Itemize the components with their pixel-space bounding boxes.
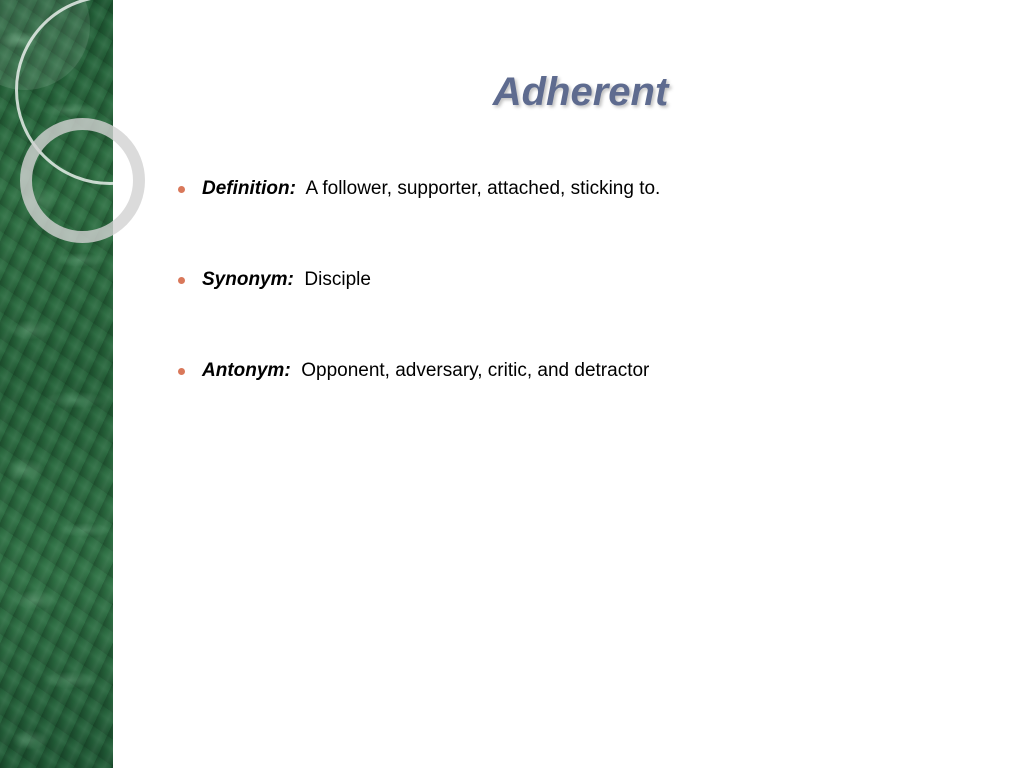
bullet-dot-icon	[178, 186, 185, 193]
bullet-definition	[178, 174, 998, 204]
bullet-synonym	[178, 265, 998, 295]
bullet-term: Definition:	[202, 178, 296, 199]
bullet-text: Opponent, adversary, critic, and detractor	[301, 360, 650, 381]
bullet-text: Disciple	[304, 269, 371, 290]
decorative-ring-small	[20, 118, 145, 243]
bullet-list	[178, 174, 998, 447]
bullet-term: Antonym:	[202, 360, 291, 381]
bullet-antonym	[178, 356, 998, 386]
slide-title: Adherent	[492, 70, 669, 114]
bullet-dot-icon	[178, 277, 185, 284]
bullet-text: A follower, supporter, attached, sticking to.	[305, 178, 661, 199]
bullet-dot-icon	[178, 368, 185, 375]
bullet-term: Synonym:	[202, 269, 294, 290]
